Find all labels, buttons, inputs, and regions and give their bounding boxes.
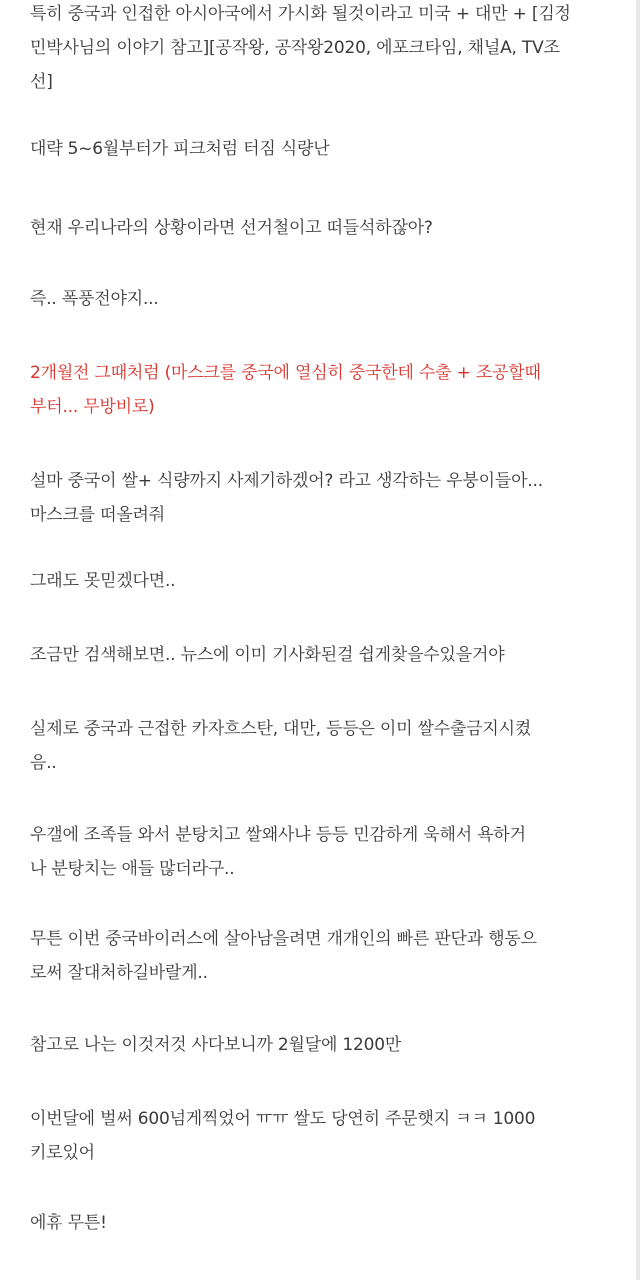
paragraph-2: 대략 5~6월부터가 피크처럼 터짐 식량난 — [30, 139, 330, 159]
paragraph-10: 우갤에 조족들 와서 분탕치고 쌀왜사냐 등등 민감하게 욱해서 욕하거 나 분탕치는 애들 많더라구.. — [30, 825, 526, 879]
paragraph-4: 즉.. 폭풍전야지... — [30, 289, 159, 309]
paragraph-5-highlight: 2개월전 그때처럼 (마스크를 중국에 열심히 중국한테 수출 + 조공할때 부터... 무방비로) — [30, 363, 541, 417]
paragraph-3: 현재 우리나라의 상황이라면 선거철이고 떠들석하잖아? — [30, 218, 433, 238]
paragraph-14: 에휴 무튼! — [30, 1213, 107, 1233]
paragraph-1: 특히 중국과 인접한 아시아국에서 가시화 될것이라고 미국 + 대만 + [김정 민박사님의 이야기 참고][공작왕, 공작왕2020, 에포크타임, 채널A, TV조 선] — [30, 4, 571, 92]
paragraph-9: 실제로 중국과 근접한 카자흐스탄, 대만, 등등은 이미 쌀수출금지시켰 음.. — [30, 719, 532, 773]
paragraph-7: 그래도 못믿겠다면.. — [30, 571, 176, 591]
paragraph-6: 설마 중국이 쌀+ 식량까지 사제기하겠어? 라고 생각하는 우붕이들아... 마스크를 떠올려줘 — [30, 471, 543, 525]
scroll-edge — [636, 0, 640, 1280]
paragraph-11: 무튼 이번 중국바이러스에 살아남을려면 개개인의 빠른 판단과 행동으 로써 잘대처하길바랄게.. — [30, 929, 537, 983]
paragraph-12: 참고로 나는 이것저것 사다보니까 2월달에 1200만 — [30, 1035, 402, 1055]
paragraph-13: 이번달에 벌써 600넘게찍었어 ㅠㅠ 쌀도 당연히 주문햇지 ㅋㅋ 1000 키로있어 — [30, 1109, 536, 1163]
paragraph-8: 조금만 검색해보면.. 뉴스에 이미 기사화된걸 쉽게찾을수있을거야 — [30, 645, 505, 665]
